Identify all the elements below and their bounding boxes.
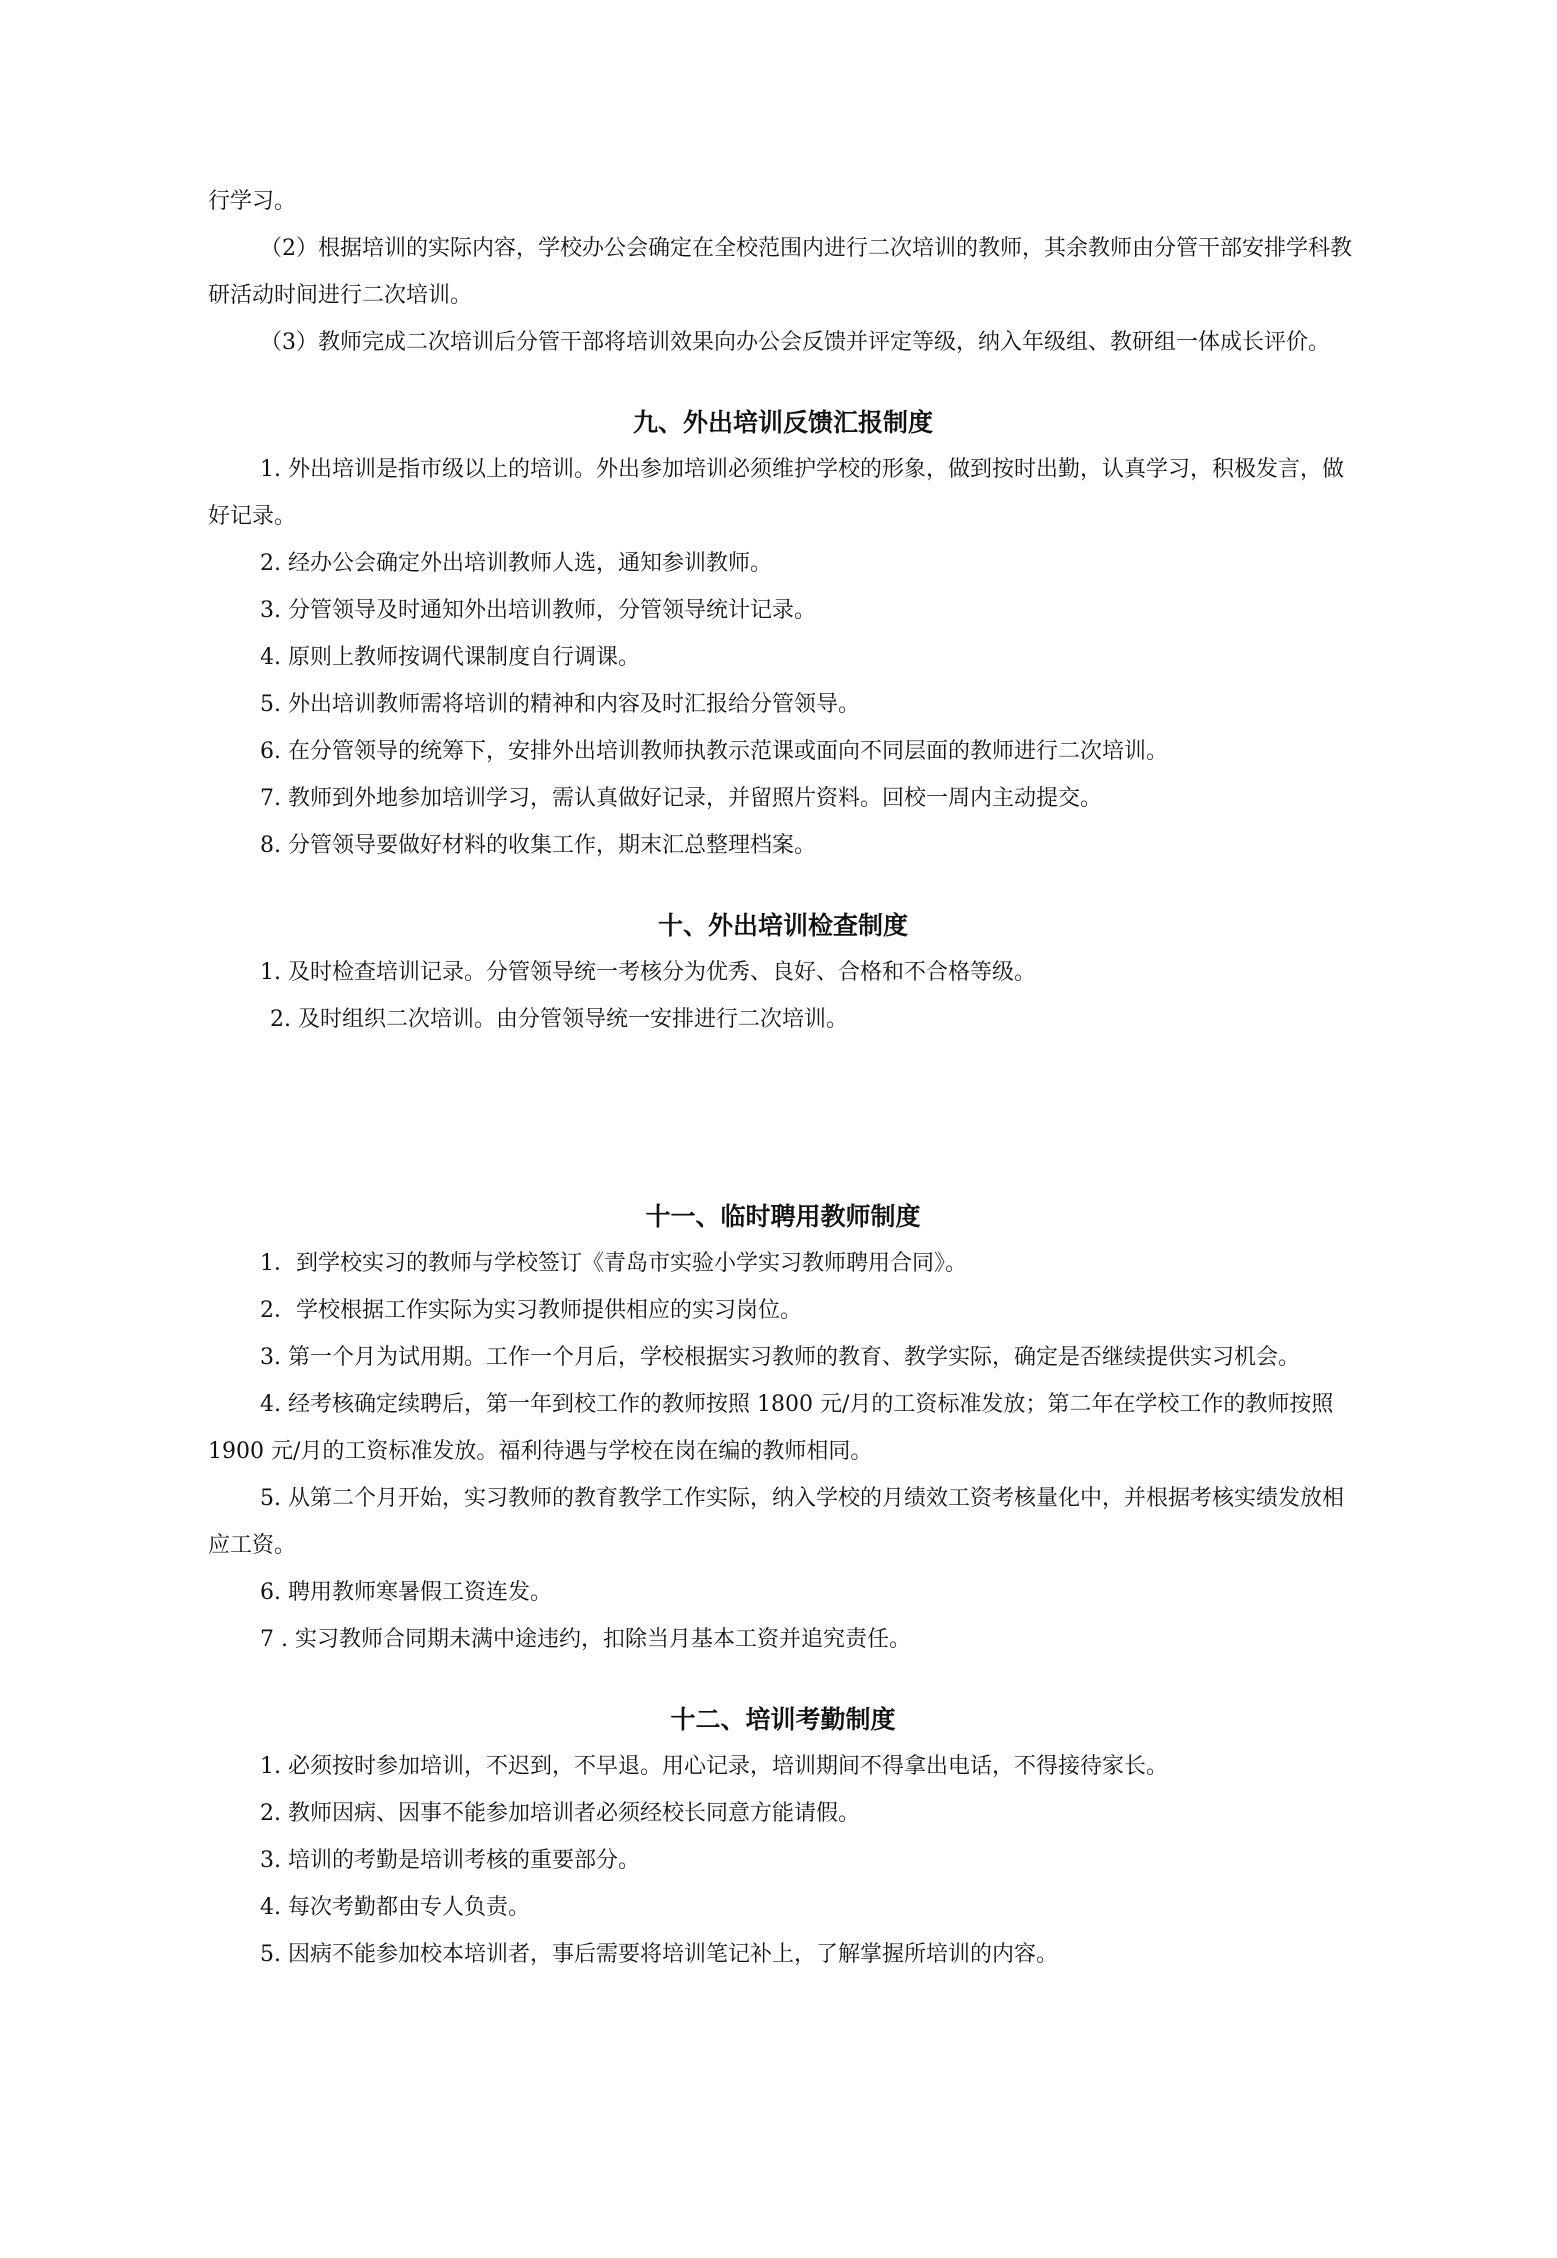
paragraph: （2）根据培训的实际内容，学校办公会确定在全校范围内进行二次培训的教师，其余教师由分管干部安排学科教研活动时间进行二次培训。 (208, 236, 1353, 308)
list-item: 8. 分管领导要做好材料的收集工作，期末汇总整理档案。 (260, 833, 816, 858)
list-item: 1. 必须按时参加培训，不迟到，不早退。用心记录，培训期间不得拿出电话，不得接待家长。 (260, 1754, 1168, 1779)
list-item: 1. 外出培训是指市级以上的培训。外出参加培训必须维护学校的形象，做到按时出勤，认真学习，积极发言，做好记录。 (208, 457, 1344, 529)
list-item: 7. 教师到外地参加培训学习，需认真做好记录，并留照片资料。回校一周内主动提交。 (260, 786, 1102, 811)
list-item: 5. 外出培训教师需将培训的精神和内容及时汇报给分管领导。 (260, 692, 860, 717)
list-item: 6. 聘用教师寒暑假工资连发。 (260, 1580, 552, 1605)
list-item: 1. 及时检查培训记录。分管领导统一考核分为优秀、良好、合格和不合格等级。 (260, 960, 1036, 985)
list-item: 3. 分管领导及时通知外出培训教师，分管领导统计记录。 (260, 598, 816, 623)
paragraph: 行学习。 (208, 189, 297, 214)
list-item: 5. 从第二个月开始，实习教师的教育教学工作实际，纳入学校的月绩效工资考核量化中，并根据考核实绩发放相应工资。 (208, 1486, 1344, 1558)
section-title-10: 十、外出培训检查制度 (657, 911, 908, 940)
document-body (208, 178, 1358, 1978)
paragraph: （3）教师完成二次培训后分管干部将培训效果向办公会反馈并评定等级，纳入年级组、教研组一体成长评价。 (260, 330, 1331, 355)
list-item: 7 . 实习教师合同期未满中途违约，扣除当月基本工资并追究责任。 (260, 1627, 911, 1652)
list-item: 2. 经办公会确定外出培训教师人选，通知参训教师。 (260, 551, 772, 576)
list-item: 2．学校根据工作实际为实习教师提供相应的实习岗位。 (260, 1298, 802, 1323)
list-item: 4. 原则上教师按调代课制度自行调课。 (260, 645, 640, 670)
section-title-12: 十二、培训考勤制度 (670, 1705, 896, 1734)
list-item: 4. 经考核确定续聘后，第一年到校工作的教师按照 1800 元/月的工资标准发放；第二年在学校工作的教师按照 1900 元/月的工资标准发放。福利待遇与学校在岗在编的教师相同。 (208, 1392, 1334, 1464)
list-item: 4. 每次考勤都由专人负责。 (260, 1895, 530, 1920)
list-item: 3. 第一个月为试用期。工作一个月后，学校根据实习教师的教育、教学实际，确定是否继续提供实习机会。 (260, 1345, 1300, 1370)
section-title-9: 九、外出培训反馈汇报制度 (632, 408, 933, 437)
list-item: 2. 教师因病、因事不能参加培训者必须经校长同意方能请假。 (260, 1801, 860, 1826)
section-title-11: 十一、临时聘用教师制度 (645, 1202, 921, 1231)
list-item: 6. 在分管领导的统筹下，安排外出培训教师执教示范课或面向不同层面的教师进行二次培训。 (260, 739, 1168, 764)
list-item: 1．到学校实习的教师与学校签订《青岛市实验小学实习教师聘用合同》。 (260, 1251, 967, 1276)
list-item: 2. 及时组织二次培训。由分管领导统一安排进行二次培训。 (270, 1007, 848, 1032)
list-item: 5. 因病不能参加校本培训者，事后需要将培训笔记补上，了解掌握所培训的内容。 (260, 1942, 1058, 1967)
list-item: 3. 培训的考勤是培训考核的重要部分。 (260, 1848, 640, 1873)
